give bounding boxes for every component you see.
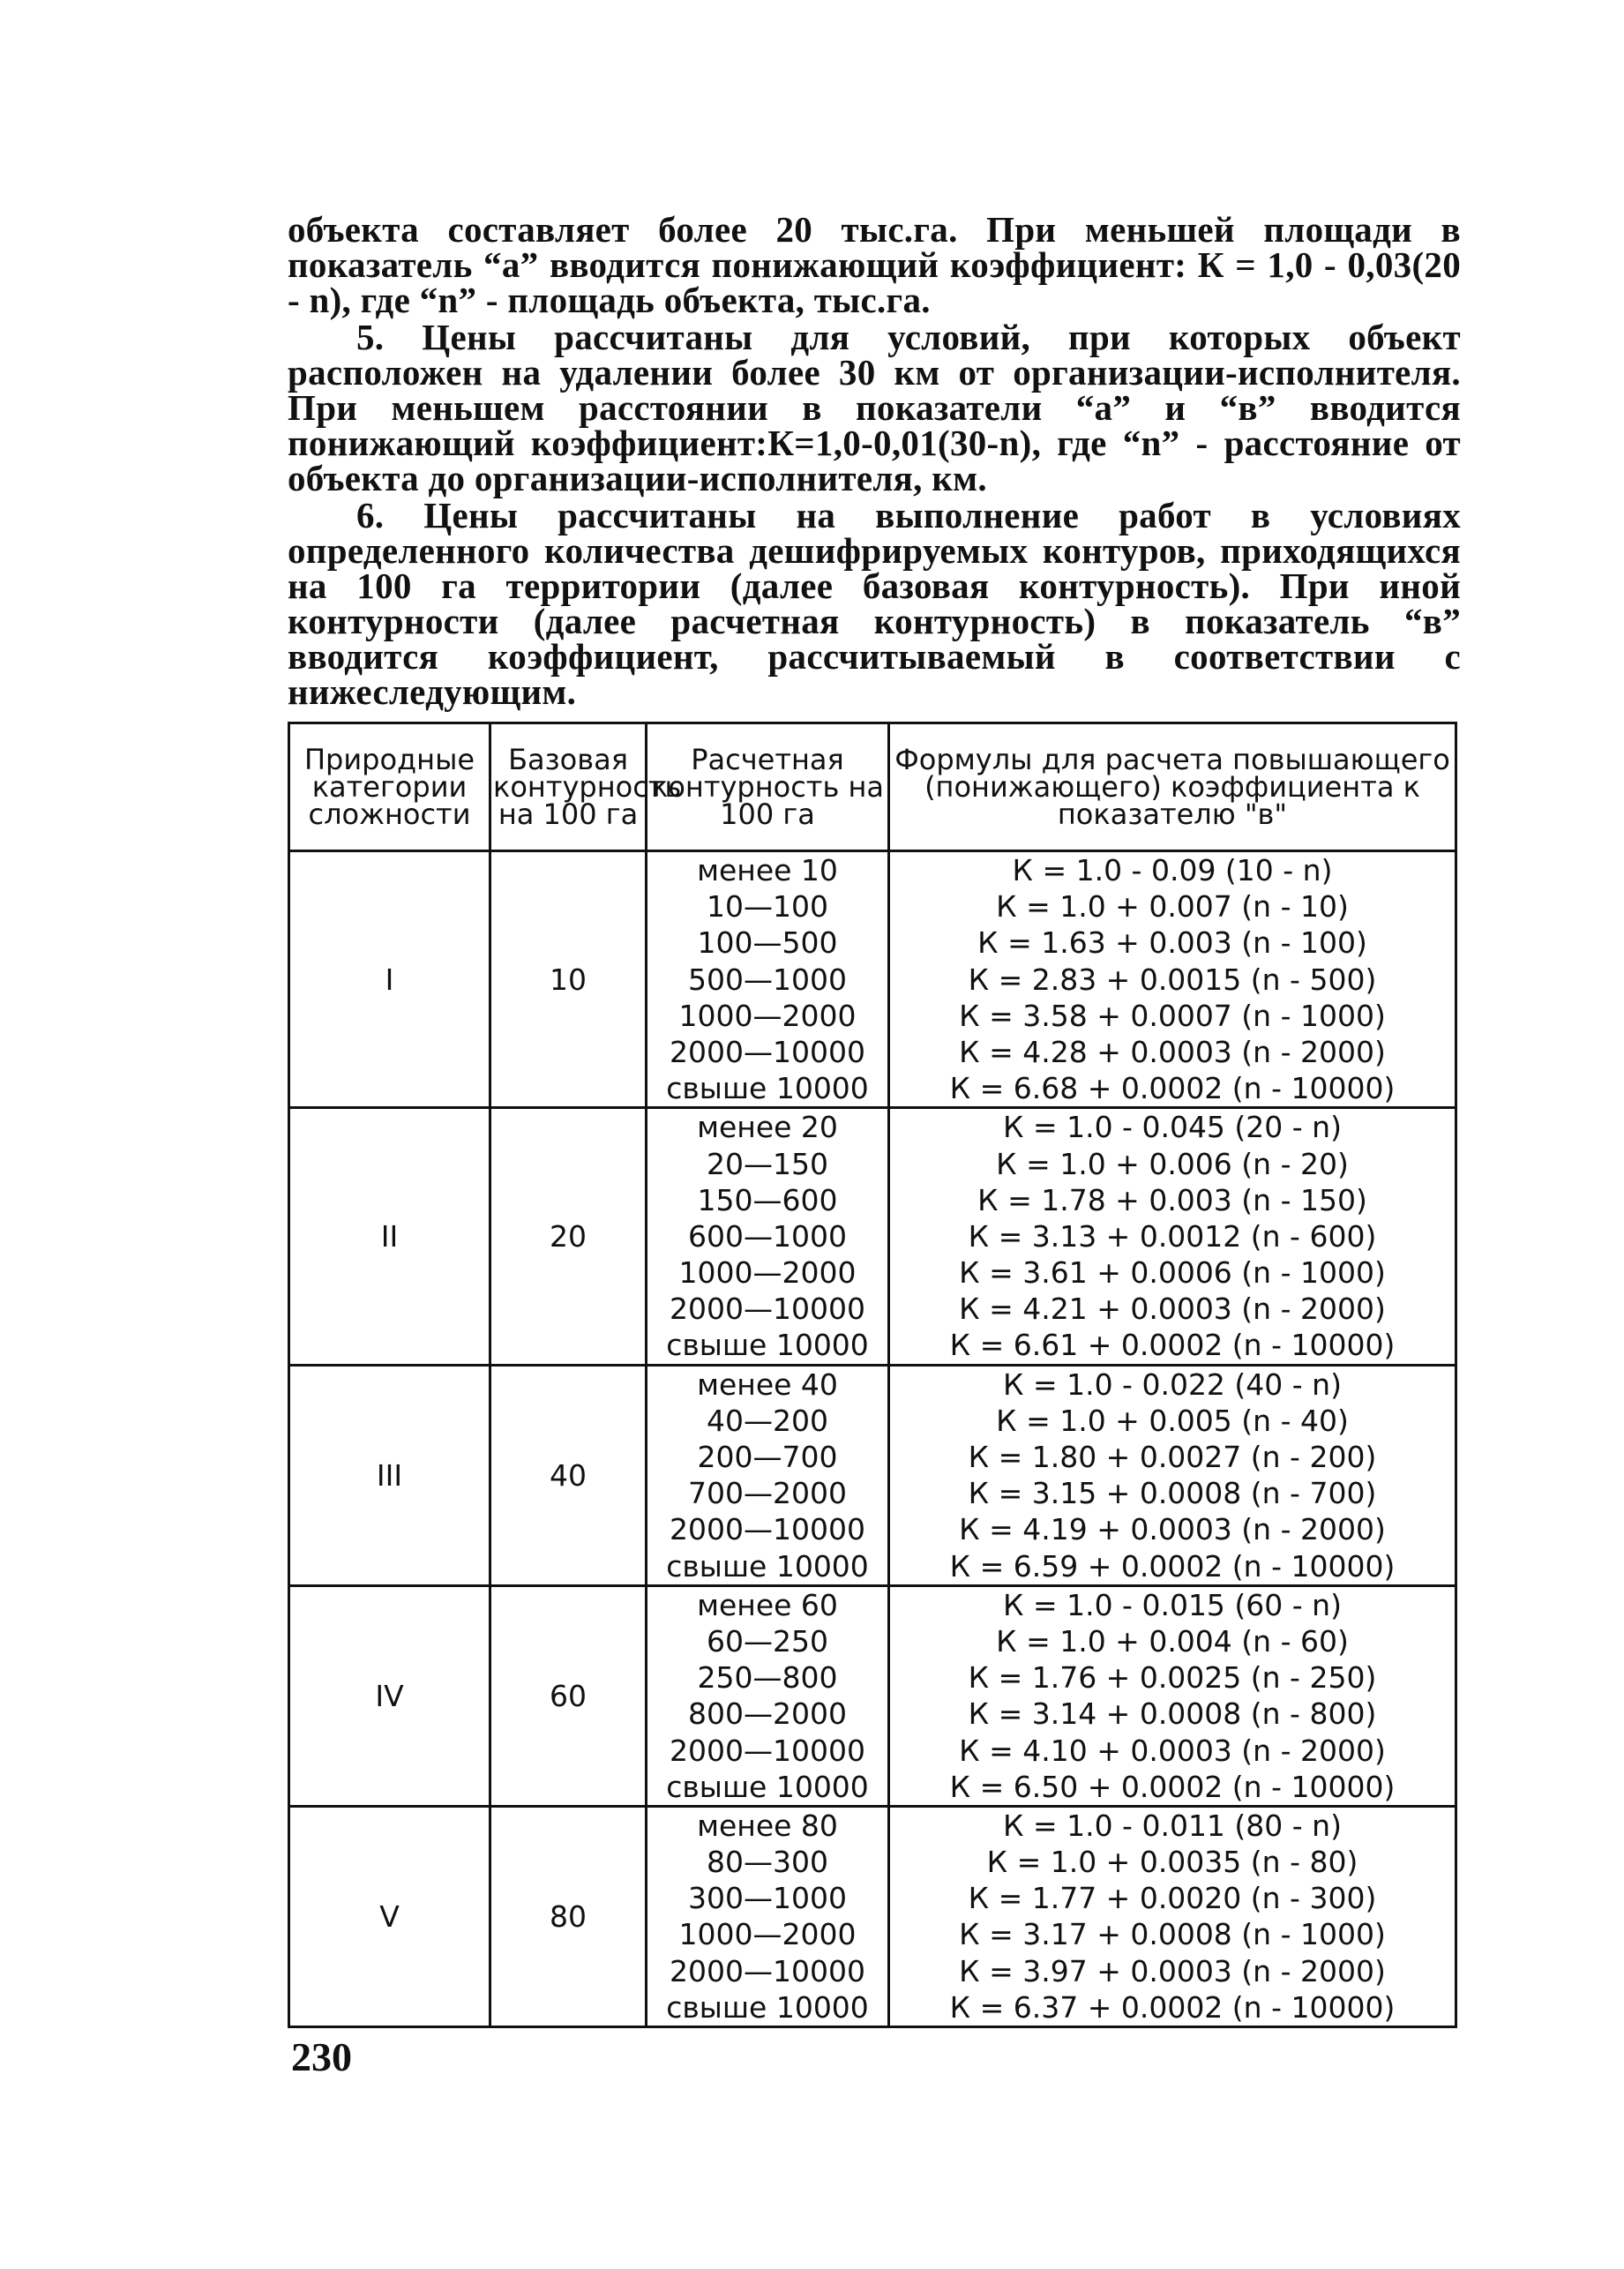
header-category: Природные категории сложности xyxy=(289,723,490,851)
formula-line: К = 2.83 + 0.0015 (n - 500) xyxy=(968,962,1377,997)
contour-range: 250—800 xyxy=(697,1660,838,1696)
formula-line: К = 6.68 + 0.0002 (n - 10000) xyxy=(949,1071,1396,1106)
category-cell: III xyxy=(289,1365,490,1585)
formula-line: К = 4.10 + 0.0003 (n - 2000) xyxy=(959,1733,1386,1768)
formula-line: К = 6.61 + 0.0002 (n - 10000) xyxy=(949,1328,1396,1363)
formula-line: К = 6.59 + 0.0002 (n - 10000) xyxy=(949,1548,1396,1584)
contour-range: менее 60 xyxy=(697,1587,838,1622)
coefficient-table xyxy=(288,722,1457,2028)
contour-range: 20—150 xyxy=(707,1146,828,1181)
formula-line: К = 1.0 - 0.015 (60 - n) xyxy=(1003,1587,1342,1622)
base-contour-cell: 80 xyxy=(490,1806,647,2026)
contour-range: 2000—10000 xyxy=(670,1034,865,1069)
category-cell: V xyxy=(289,1806,490,2026)
contour-range: свыше 10000 xyxy=(666,1548,869,1584)
category-cell: IV xyxy=(289,1585,490,1806)
table-row xyxy=(289,1806,1456,2026)
formula-line: К = 3.15 + 0.0008 (n - 700) xyxy=(968,1476,1377,1511)
formula-line: К = 1.0 + 0.0035 (n - 80) xyxy=(986,1845,1358,1880)
formula-line: К = 4.21 + 0.0003 (n - 2000) xyxy=(959,1292,1386,1327)
formula-line: К = 4.19 + 0.0003 (n - 2000) xyxy=(959,1512,1386,1547)
contour-range: 2000—10000 xyxy=(670,1953,865,1988)
contour-range: 500—1000 xyxy=(688,962,847,997)
table-body xyxy=(289,851,1456,2027)
formula-line: К = 1.0 - 0.045 (20 - n) xyxy=(1003,1110,1342,1145)
contour-range: 60—250 xyxy=(707,1623,828,1659)
base-contour-cell: 10 xyxy=(490,851,647,1108)
contour-range: свыше 10000 xyxy=(666,1769,869,1804)
formula-line: К = 3.61 + 0.0006 (n - 1000) xyxy=(959,1255,1386,1291)
header-formula: Формулы для расчета повышающего (понижающего) коэффициента к показателю "в" xyxy=(889,723,1456,851)
table-header-row xyxy=(289,723,1456,851)
table-row xyxy=(289,1108,1456,1365)
formula-line: К = 3.97 + 0.0003 (n - 2000) xyxy=(959,1953,1386,1988)
formula-line: К = 4.28 + 0.0003 (n - 2000) xyxy=(959,1034,1386,1069)
contour-range: менее 80 xyxy=(697,1808,838,1843)
contour-range: 1000—2000 xyxy=(678,1917,857,1952)
contour-range: менее 10 xyxy=(697,853,838,887)
base-contour-cell: 40 xyxy=(490,1365,647,1585)
contour-range: 1000—2000 xyxy=(678,998,857,1033)
contour-range: 150—600 xyxy=(697,1182,838,1217)
contour-range: свыше 10000 xyxy=(666,1071,869,1106)
formula-line: К = 3.58 + 0.0007 (n - 1000) xyxy=(959,998,1386,1033)
contour-range: менее 40 xyxy=(697,1367,838,1402)
base-contour-cell: 60 xyxy=(490,1585,647,1806)
paragraph-item-6: 6. Цены рассчитаны на выполнение работ в условиях определенного количества дешифрируемых контуров, приходящихся на 100 га территории (далее базовая контурность). При иной контурности (далее расчетная контурность) в показатель “в” вводится коэффициент, рассчитываемый в соответствии с нижеследующим. xyxy=(288,495,1461,712)
contour-range: 300—1000 xyxy=(688,1881,847,1916)
table-row xyxy=(289,851,1456,1108)
table-row xyxy=(289,1585,1456,1806)
formula-line: К = 3.17 + 0.0008 (n - 1000) xyxy=(959,1917,1386,1952)
contour-range: 40—200 xyxy=(707,1403,828,1438)
calc-contour-cell xyxy=(647,1585,889,1806)
header-calc-contour: Расчетная контурность на 100 га xyxy=(647,723,889,851)
formula-line: К = 6.37 + 0.0002 (n - 10000) xyxy=(949,1989,1396,2025)
contour-range: 700—2000 xyxy=(688,1476,847,1511)
contour-range: 800—2000 xyxy=(688,1696,847,1732)
formula-line: К = 3.13 + 0.0012 (n - 600) xyxy=(968,1218,1377,1254)
formula-cell xyxy=(889,1365,1456,1585)
paragraph-continuation: объекта составляет более 20 тыс.га. При меньшей площади в показатель “а” вводится понижающий коэффициент: К = 1,0 - 0,03(20 - n), где “n” - площадь объекта, тыс.га. xyxy=(288,209,1461,320)
formula-line: К = 1.80 + 0.0027 (n - 200) xyxy=(968,1440,1377,1474)
table-row xyxy=(289,1365,1456,1585)
contour-range: свыше 10000 xyxy=(666,1328,869,1363)
formula-line: К = 1.0 + 0.004 (n - 60) xyxy=(996,1623,1349,1659)
formula-line: К = 1.0 + 0.007 (n - 10) xyxy=(996,889,1349,925)
formula-cell xyxy=(889,1585,1456,1806)
calc-contour-cell xyxy=(647,1108,889,1365)
paragraph-item-5: 5. Цены рассчитаны для условий, при которых объект расположен на удалении более 30 км от организации-исполнителя. При меньшем расстоянии в показатели “а” и “в” вводится понижающий коэффициент:К=1,0-0,01(30-n), где “n” - расстояние от объекта до организации-исполнителя, км. xyxy=(288,317,1461,498)
formula-cell xyxy=(889,1108,1456,1365)
formula-cell xyxy=(889,1806,1456,2026)
formula-line: К = 1.0 - 0.022 (40 - n) xyxy=(1003,1367,1342,1402)
calc-contour-cell xyxy=(647,1806,889,2026)
formula-line: К = 1.78 + 0.003 (n - 150) xyxy=(977,1182,1367,1217)
header-base-contour: Базовая контурность на 100 га xyxy=(490,723,647,851)
base-contour-cell: 20 xyxy=(490,1108,647,1365)
calc-contour-cell xyxy=(647,1365,889,1585)
formula-line: К = 6.50 + 0.0002 (n - 10000) xyxy=(949,1769,1396,1804)
contour-range: свыше 10000 xyxy=(666,1989,869,2025)
formula-line: К = 1.0 + 0.006 (n - 20) xyxy=(996,1146,1349,1181)
contour-range: 2000—10000 xyxy=(670,1292,865,1327)
page-number: 230 xyxy=(291,2034,352,2079)
contour-range: 2000—10000 xyxy=(670,1512,865,1547)
contour-range: 10—100 xyxy=(707,889,828,925)
contour-range: 200—700 xyxy=(697,1440,838,1474)
formula-line: К = 1.0 - 0.011 (80 - n) xyxy=(1003,1808,1342,1843)
calc-contour-cell xyxy=(647,851,889,1108)
formula-line: К = 1.0 - 0.09 (10 - n) xyxy=(1012,853,1333,887)
formula-line: К = 1.63 + 0.003 (n - 100) xyxy=(977,925,1367,961)
contour-range: 1000—2000 xyxy=(678,1255,857,1291)
formula-line: К = 1.0 + 0.005 (n - 40) xyxy=(996,1403,1349,1438)
contour-range: 80—300 xyxy=(707,1845,828,1880)
formula-line: К = 1.76 + 0.0025 (n - 250) xyxy=(968,1660,1377,1696)
category-cell: I xyxy=(289,851,490,1108)
contour-range: 600—1000 xyxy=(688,1218,847,1254)
category-cell: II xyxy=(289,1108,490,1365)
formula-line: К = 3.14 + 0.0008 (n - 800) xyxy=(968,1696,1377,1732)
formula-cell xyxy=(889,851,1456,1108)
contour-range: менее 20 xyxy=(697,1110,838,1145)
contour-range: 100—500 xyxy=(697,925,838,961)
page-content xyxy=(288,209,1461,2028)
formula-line: К = 1.77 + 0.0020 (n - 300) xyxy=(968,1881,1377,1916)
contour-range: 2000—10000 xyxy=(670,1733,865,1768)
